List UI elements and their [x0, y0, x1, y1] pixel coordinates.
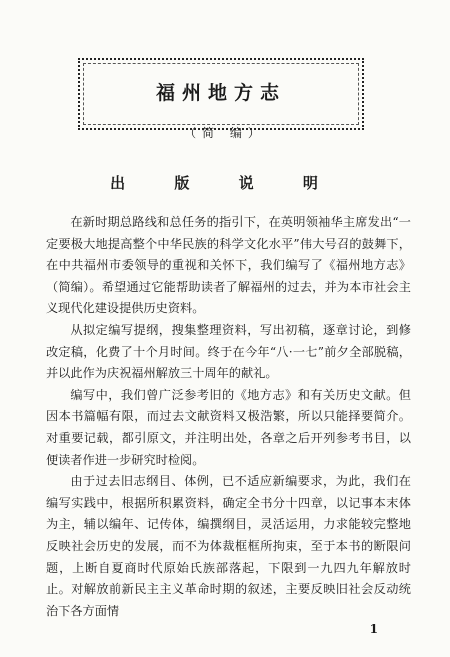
section-heading: 出 版 说 明 — [110, 174, 340, 192]
page-number: 1 — [369, 622, 378, 636]
body-text — [46, 212, 411, 622]
paragraph: 由于过去旧志纲目、体例，已不适应新编要求，为此，我们在编写实践中，根据所积累资料，确定全书分十四章，以记事本末体为主，辅以编年、记传体，编撰纲目，灵活运用，力求能较完整地反映社会历史的发展，而不为体裁框框所拘束，至于本书的断限问题，上断自夏商时代原始氏族部落起，下限到一九四九年解放时止。对解放前新民主主义革命时期的叙述，主要反映旧社会反动统治下各方面情 — [46, 474, 411, 618]
paragraph: 从拟定编写提纲，搜集整理资料，写出初稿，逐章讨论，到修改定稿，化费了十个月时间。终于在今年“八·一七”前夕全部脱稿，并以此作为庆祝福州解放三十周年的献礼。 — [46, 322, 411, 381]
paragraph: 编写中，我们曾广泛参考旧的《地方志》和有关历史文献。但因本书篇幅有限，而过去文献资料又极浩繁，所以只能择要简介。对重要记载，都引原文，并注明出处，各章之后开列参考书目，以便读者作进一步研究时检阅。 — [46, 387, 411, 467]
book-title: 福州地方志 — [155, 82, 286, 104]
book-subtitle: （简 编） — [184, 126, 266, 140]
paragraph: 在新时期总路线和总任务的指引下，在英明领袖华主席发出“一定要极大地提高整个中华民族的科学文化水平”伟大号召的鼓舞下，在中共福州市委领导的重视和关怀下，我们编写了《福州地方志》（简编）。希望通过它能帮助读者了解福州的过去，并为本市社会主义现代化建设提供历史资料。 — [46, 215, 411, 316]
title-frame — [78, 58, 364, 130]
